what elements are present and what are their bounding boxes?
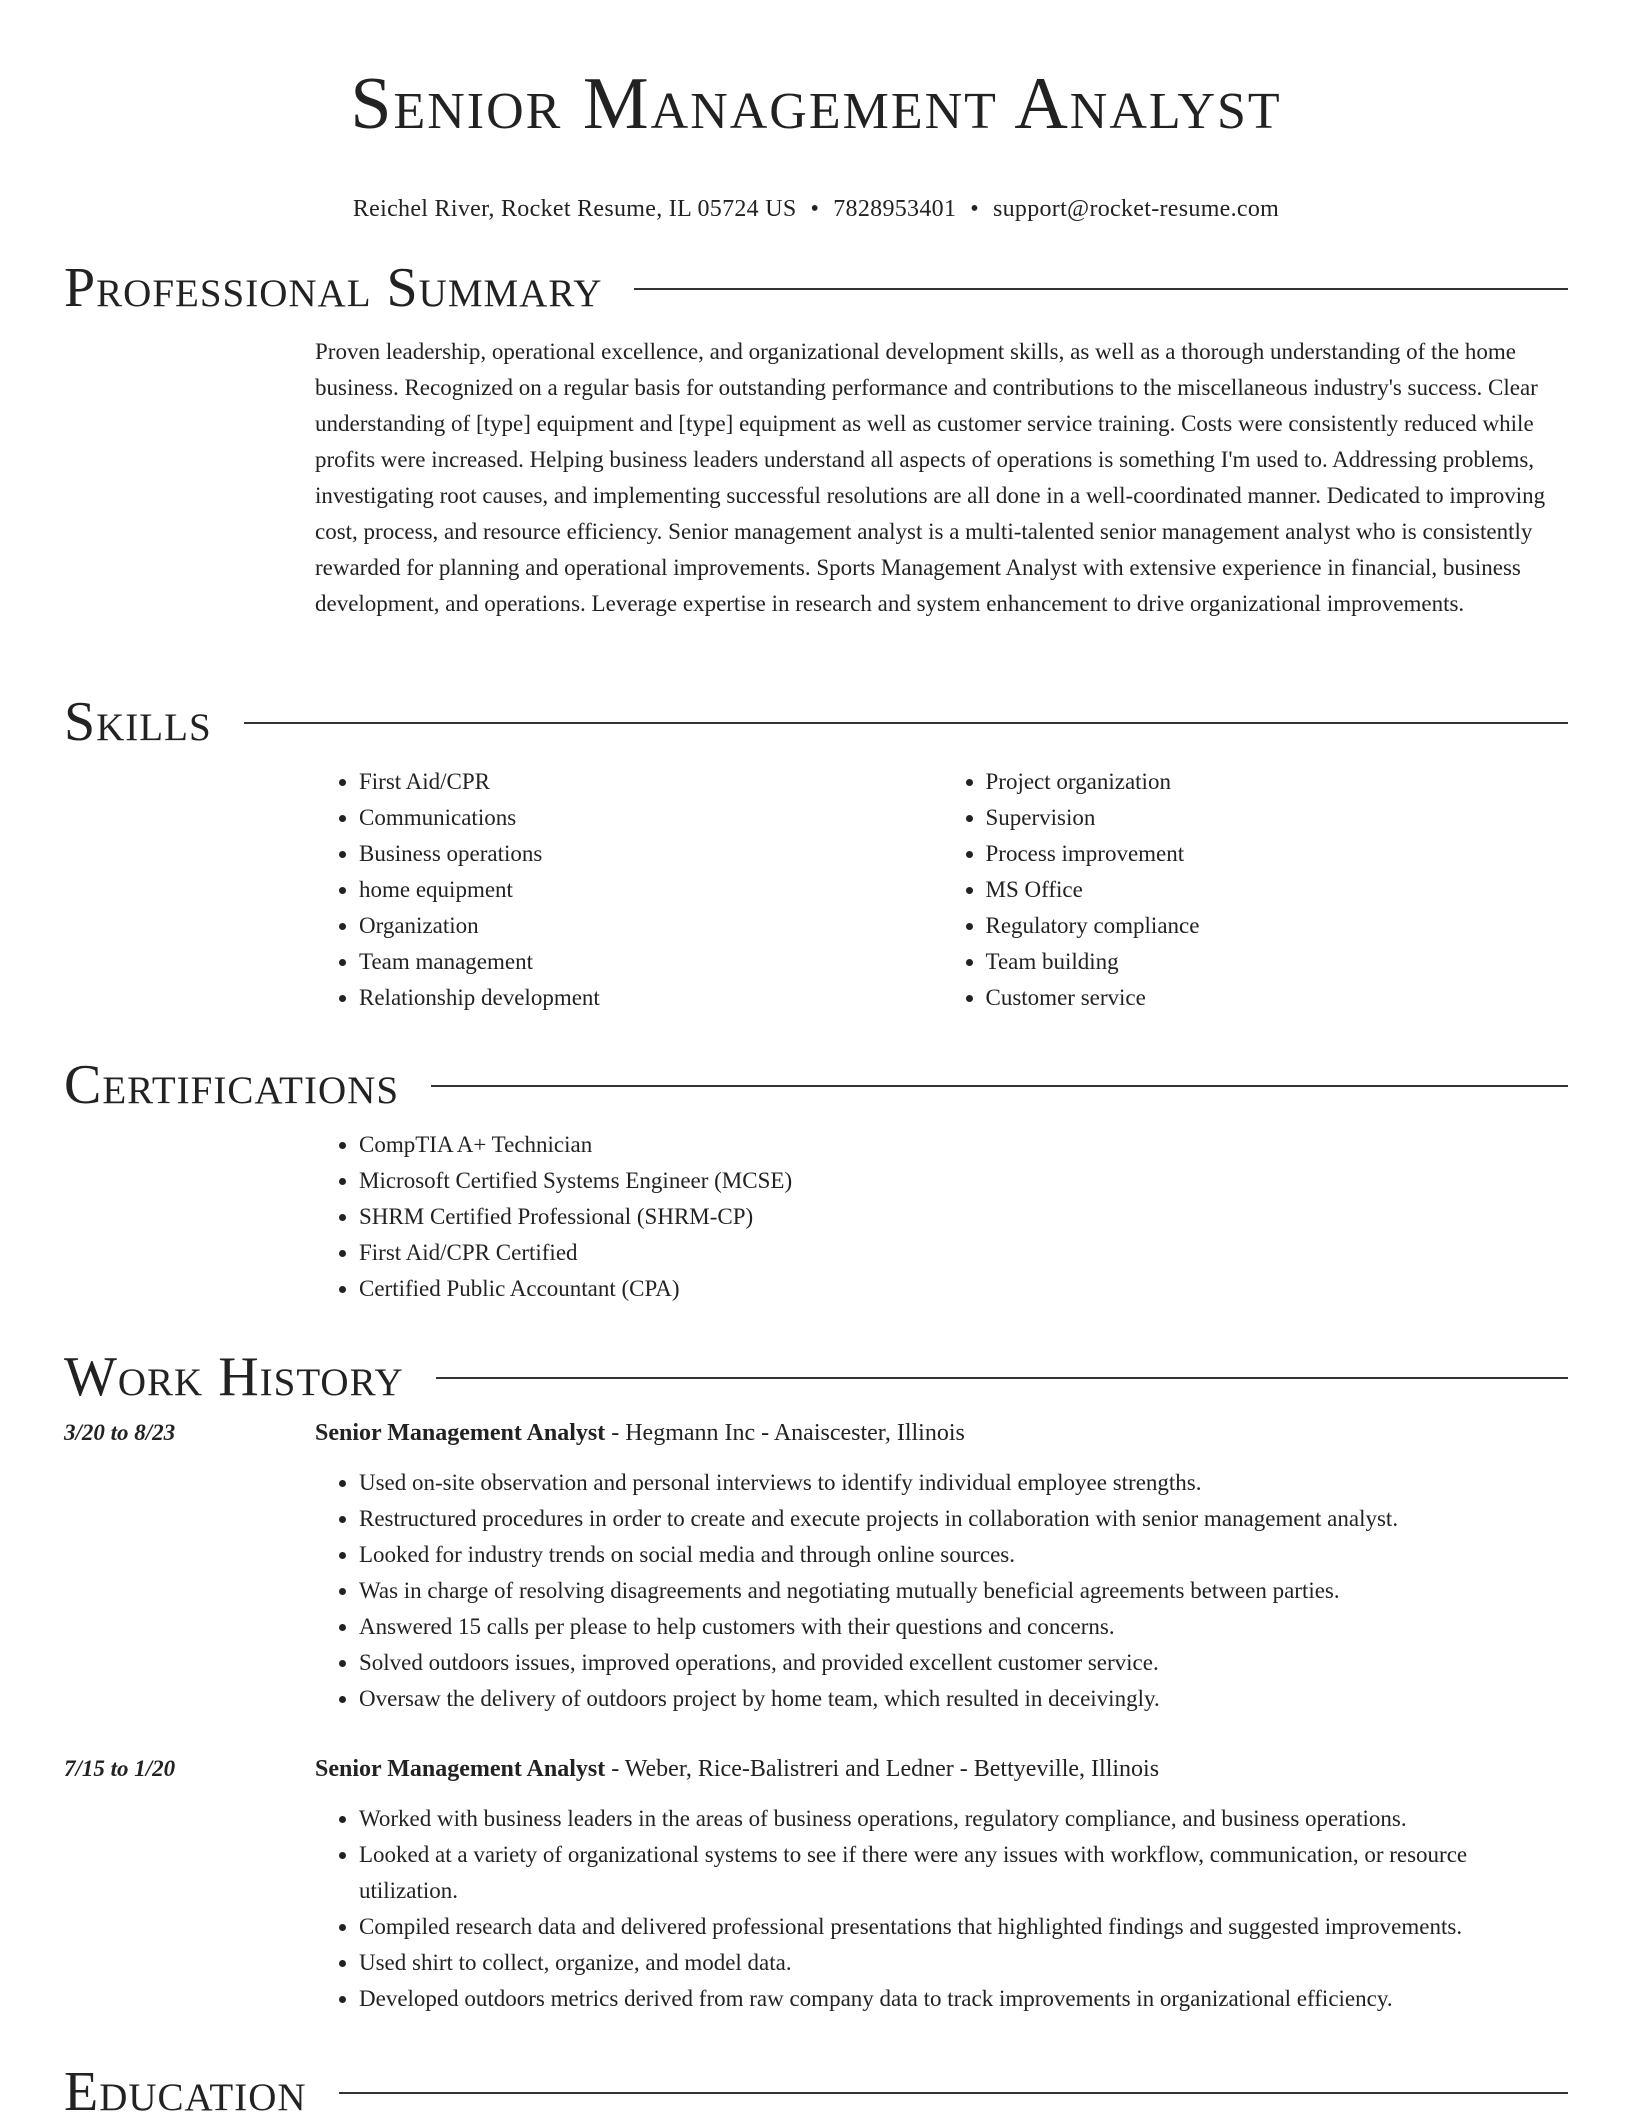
certification-item: • SHRM Certified Professional (SHRM-CP)	[359, 1199, 1568, 1235]
skill-item: • Relationship development	[359, 980, 942, 1016]
work-history-section	[64, 1345, 1568, 2017]
job-duties-list	[315, 1465, 1568, 1717]
skill-item: • Team building	[986, 944, 1569, 980]
job-entry	[64, 1415, 1568, 1717]
job-company-location: - Hegmann Inc - Anaiscester, Illinois	[605, 1420, 965, 1446]
job-duty-item: • Restructured procedures in order to create and execute projects in collaboration with senior management analyst.	[359, 1501, 1568, 1537]
job-duty-item: • Worked with business leaders in the areas of business operations, regulatory compliance, and business operations.	[359, 1801, 1568, 1837]
certification-item: • Microsoft Certified Systems Engineer (MCSE)	[359, 1163, 1568, 1199]
contact-separator: •	[970, 196, 979, 222]
summary-text: Proven leadership, operational excellence, and organizational development skills, as well as a thorough understanding of the home business. Recognized on a regular basis for outstanding performance and contributions to the miscellaneous industry's success. Clear understanding of [type] equipment and [type] equipment as well as customer service training. Costs were consistently reduced while profits were increased. Helping business leaders understand all aspects of operations is something I'm used to. Addressing problems, investigating root causes, and implementing successful resolutions are all done in a well-coordinated manner. Dedicated to improving cost, process, and resource efficiency. Senior management analyst is a multi-talented senior management analyst who is consistently rewarded for planning and operational improvements. Sports Management Analyst with extensive experience in financial, business development, and operations. Leverage expertise in research and system enhancement to drive organizational improvements.	[315, 339, 1546, 616]
skill-item: • Communications	[359, 800, 942, 836]
section-divider	[431, 1085, 1568, 1087]
job-title: Senior Management Analyst	[315, 1420, 606, 1446]
job-duty-item: • Oversaw the delivery of outdoors project by home team, which resulted in deceivingly.	[359, 1681, 1568, 1717]
certifications-header	[64, 1053, 1568, 1117]
job-dates: 3/20 to 8/23	[64, 1420, 176, 1445]
job-entry	[64, 1751, 1568, 2017]
skill-item: • home equipment	[359, 872, 942, 908]
skill-item: • Business operations	[359, 836, 942, 872]
job-title: Senior Management Analyst	[315, 1756, 606, 1782]
contact-phone: 7828953401	[833, 196, 957, 222]
job-duty-item: • Compiled research data and delivered professional presentations that highlighted findings and suggested improvements.	[359, 1909, 1568, 1945]
certifications-section	[64, 1053, 1568, 1307]
education-section	[64, 2060, 1568, 2112]
skills-heading: Skills	[64, 691, 212, 753]
contact-address: Reichel River, Rocket Resume, IL 05724 US	[352, 196, 797, 222]
section-divider	[436, 1377, 1568, 1379]
job-title-line	[315, 1751, 1159, 1787]
summary-header	[64, 256, 1568, 320]
job-header	[64, 1751, 1568, 1787]
skill-item: • Organization	[359, 908, 942, 944]
certification-item: • First Aid/CPR Certified	[359, 1235, 1568, 1271]
education-header	[64, 2060, 1568, 2112]
education-heading: Education	[64, 2061, 307, 2112]
skills-header	[64, 690, 1568, 754]
job-duty-item: • Looked at a variety of organizational systems to see if there were any issues with workflow, communication, or resource utilization.	[359, 1837, 1568, 1909]
summary-section	[64, 256, 1568, 622]
skill-item: • Project organization	[986, 764, 1569, 800]
skill-item: • MS Office	[986, 872, 1569, 908]
skills-column-left	[315, 764, 942, 1016]
job-duty-item: • Developed outdoors metrics derived from raw company data to track improvements in organizational efficiency.	[359, 1981, 1568, 2017]
job-duty-item: • Looked for industry trends on social media and through online sources.	[359, 1537, 1568, 1573]
contact-email: support@rocket-resume.com	[992, 196, 1280, 222]
skill-item: • Customer service	[986, 980, 1569, 1016]
job-duties	[315, 1801, 1568, 2017]
job-dates: 7/15 to 1/20	[64, 1756, 176, 1781]
section-divider	[339, 2092, 1568, 2094]
summary-body	[315, 334, 1568, 622]
job-title-line	[315, 1415, 965, 1451]
certification-item: • CompTIA A+ Technician	[359, 1127, 1568, 1163]
job-duty-item: • Used on-site observation and personal interviews to identify individual employee strengths.	[359, 1465, 1568, 1501]
certifications-body	[315, 1127, 1568, 1307]
work-history-heading: Work History	[64, 1346, 404, 1408]
skill-item: • Team management	[359, 944, 942, 980]
contact-line	[0, 194, 1632, 224]
skill-item: • Process improvement	[986, 836, 1569, 872]
skill-item: • Supervision	[986, 800, 1569, 836]
job-duty-item: • Used shirt to collect, organize, and model data.	[359, 1945, 1568, 1981]
skill-item: • Regulatory compliance	[986, 908, 1569, 944]
section-divider	[634, 288, 1568, 290]
job-duty-item: • Answered 15 calls per please to help customers with their questions and concerns.	[359, 1609, 1568, 1645]
section-divider	[244, 722, 1568, 724]
summary-heading: Professional Summary	[64, 257, 603, 319]
skills-list	[315, 764, 1568, 1016]
skills-column-right	[942, 764, 1569, 1016]
job-duty-item: • Was in charge of resolving disagreements and negotiating mutually beneficial agreements between parties.	[359, 1573, 1568, 1609]
resume-name: Senior Management Analyst	[350, 63, 1282, 145]
skill-item: • First Aid/CPR	[359, 764, 942, 800]
job-header	[64, 1415, 1568, 1451]
skills-section	[64, 690, 1568, 1016]
work-history-header	[64, 1345, 1568, 1409]
job-duties	[315, 1465, 1568, 1717]
certifications-list	[315, 1127, 1568, 1307]
job-company-location: - Weber, Rice-Balistreri and Ledner - Bettyeville, Illinois	[605, 1756, 1160, 1782]
job-duties-list	[315, 1801, 1568, 2017]
job-duty-item: • Solved outdoors issues, improved operations, and provided excellent customer service.	[359, 1645, 1568, 1681]
certifications-heading: Certifications	[64, 1054, 400, 1116]
certification-item: • Certified Public Accountant (CPA)	[359, 1271, 1568, 1307]
contact-separator: •	[810, 196, 820, 222]
